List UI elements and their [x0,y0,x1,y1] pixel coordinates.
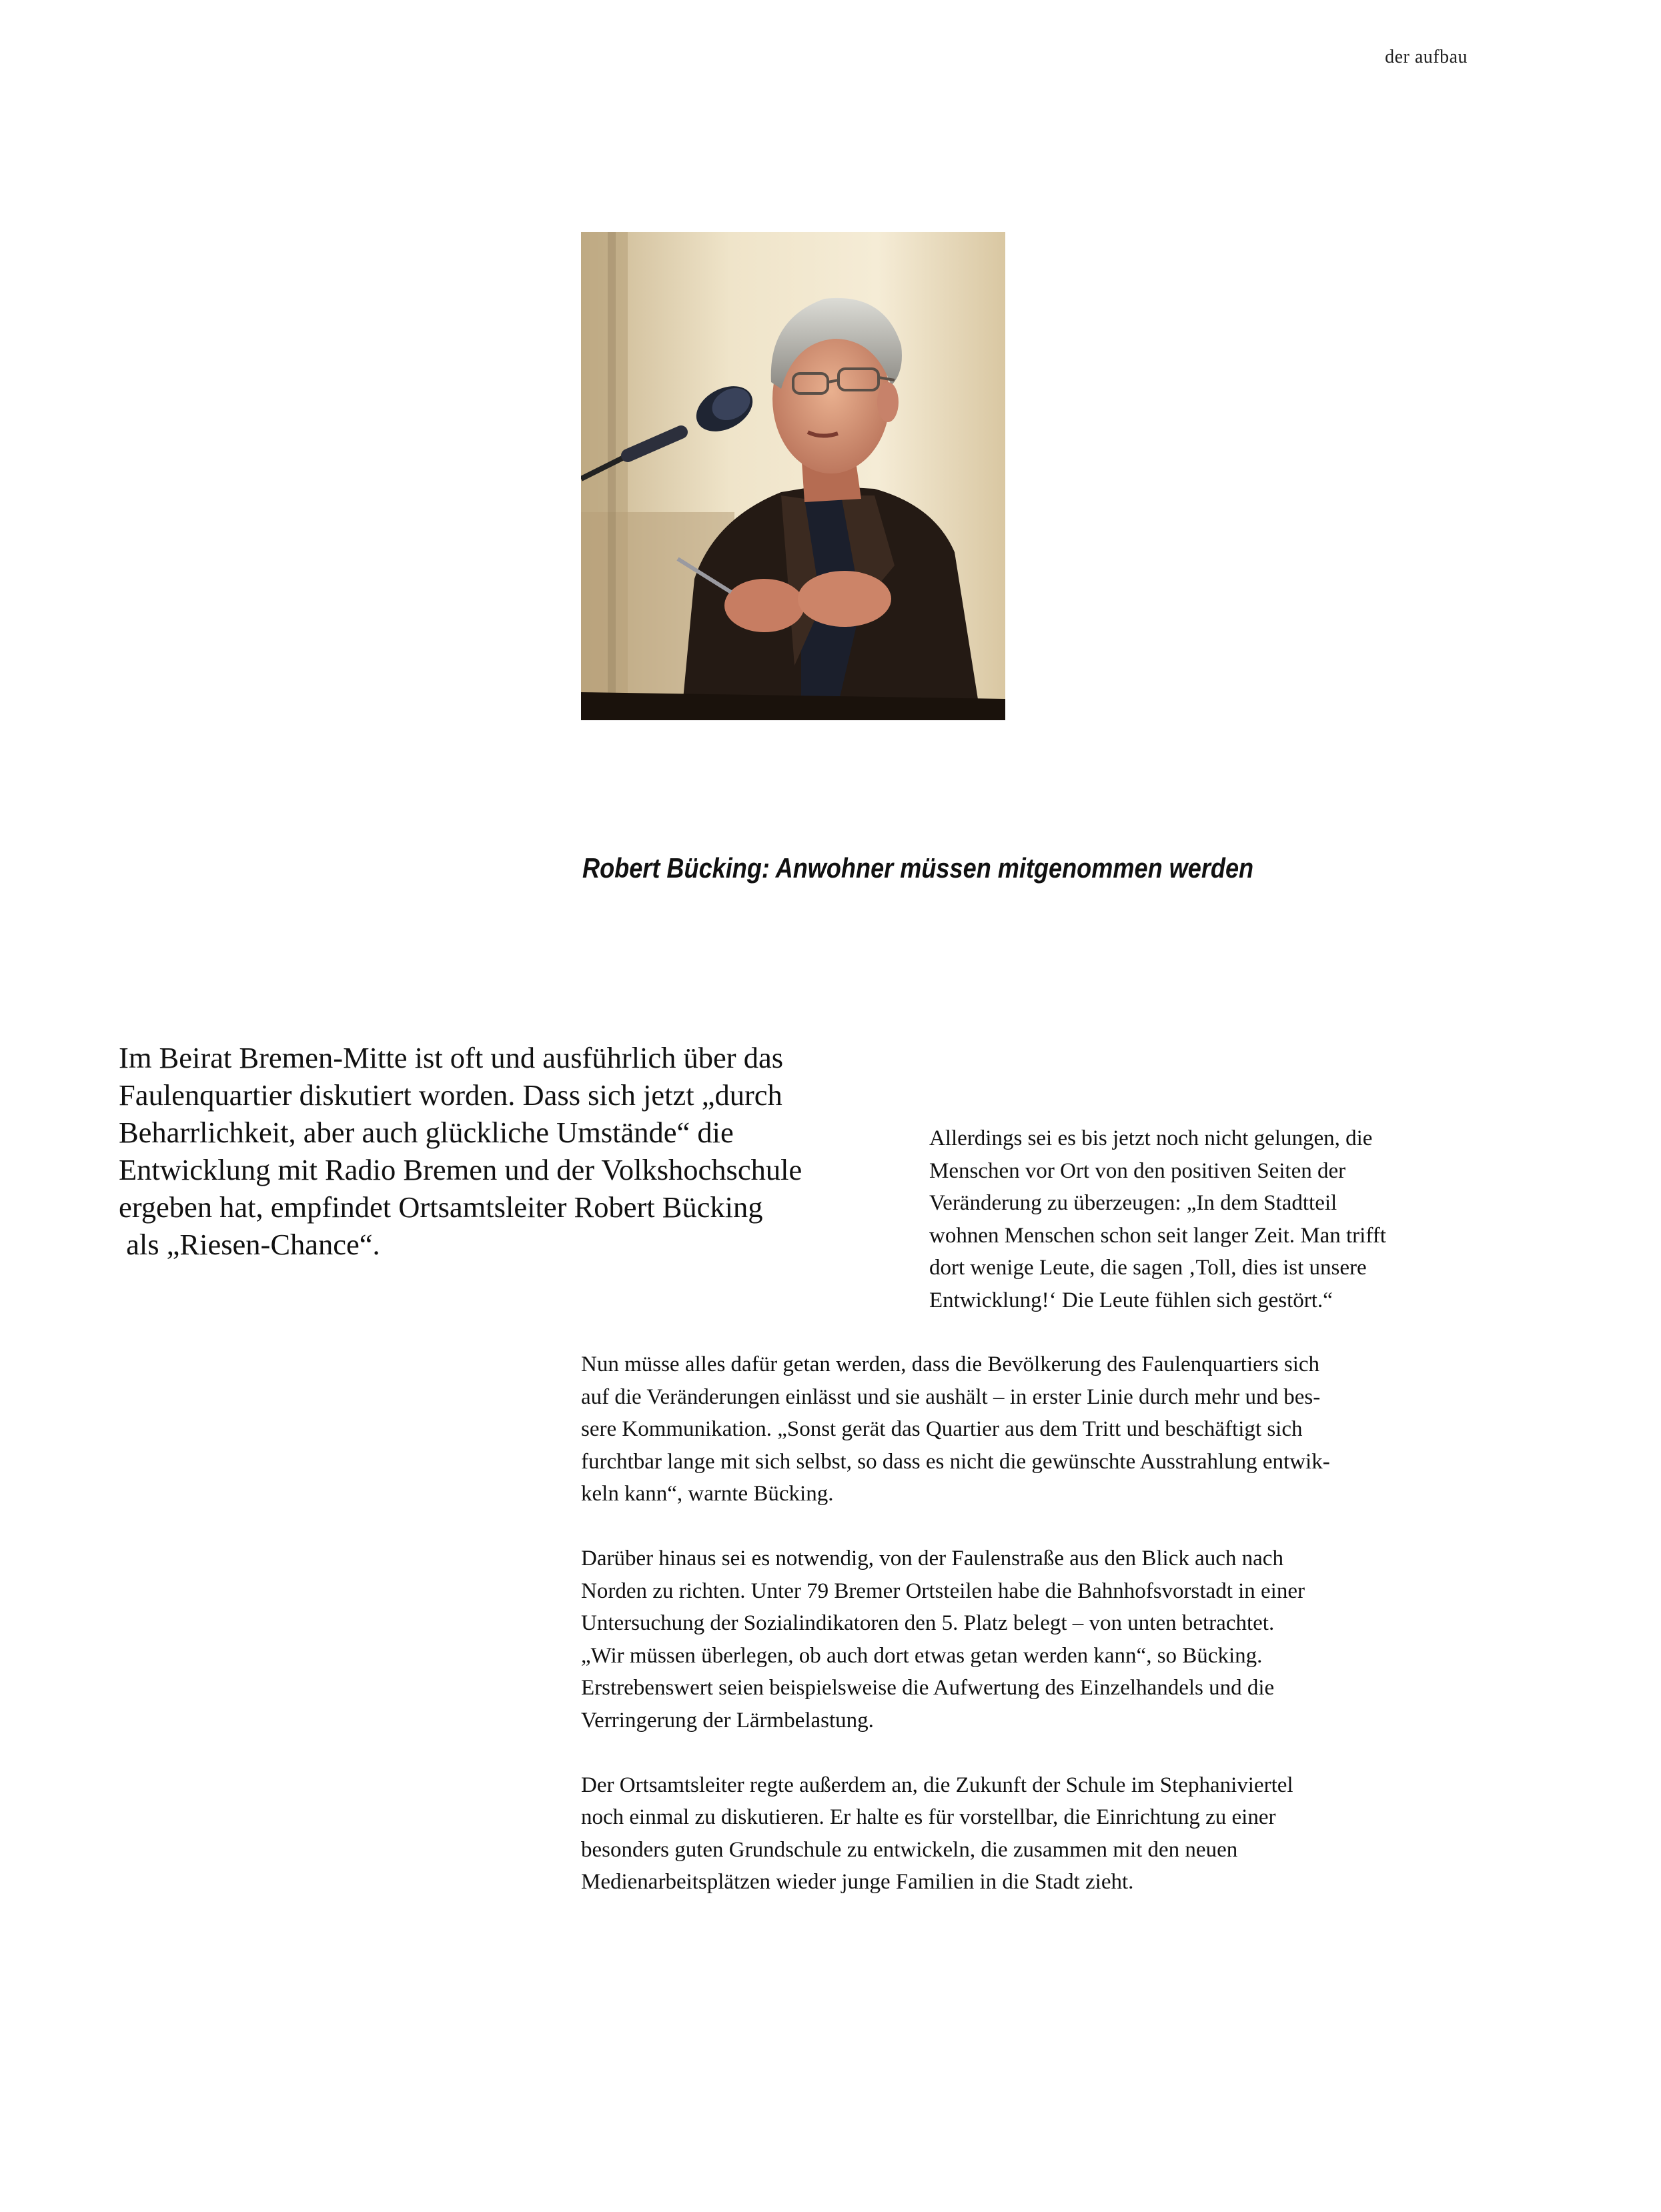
body-text [581,1348,1475,1931]
text-line: sere Kommunikation. „Sonst gerät das Quartier aus dem Tritt und beschäftigt sich [581,1417,1303,1441]
text-line: Menschen vor Ort von den positiven Seiten der [929,1158,1346,1183]
text-line: Der Ortsamtsleiter regte außerdem an, die Zukunft der Schule im Stephaniviertel [581,1773,1293,1797]
running-head: der aufbau [1385,47,1468,67]
text-line: auf die Veränderungen einlässt und sie aushält – in erster Linie durch mehr und bes- [581,1384,1321,1409]
lead-line: Im Beirat Bremen-Mitte ist oft und ausführlich über das [119,1041,784,1074]
body-paragraph-3 [581,1769,1475,1899]
text-line: Darüber hinaus sei es notwendig, von der Faulenstraße aus den Blick auch nach [581,1546,1283,1570]
lead-line: Entwicklung mit Radio Bremen und der Volkshochschule [119,1153,802,1186]
speaker-portrait-photo [581,232,1005,720]
portrait-photo-icon [581,232,1005,720]
text-line: keln kann“, warnte Bücking. [581,1482,834,1506]
lead-paragraph [119,1039,866,1263]
text-line: wohnen Menschen schon seit langer Zeit. Man trifft [929,1223,1386,1248]
lead-line: ergeben hat, empfindet Ortsamtsleiter Robert Bücking [119,1190,763,1224]
text-line: Entwicklung!‘ Die Leute fühlen sich gestört.“ [929,1288,1333,1312]
body-paragraph-1 [581,1348,1475,1510]
text-line: Erstrebenswert seien beispielsweise die Aufwertung des Einzelhandels und die [581,1676,1275,1700]
text-line: Verringerung der Lärmbelastung. [581,1708,874,1733]
lead-line: als „Riesen-Chance“. [119,1228,380,1261]
photo-caption: Robert Bücking: Anwohner müssen mitgenommen werden [582,852,1254,884]
text-line: Nun müsse alles dafür getan werden, dass die Bevölkerung des Faulenquartiers sich [581,1352,1320,1376]
text-line: Untersuchung der Sozialindikatoren den 5. Platz belegt – von unten betrachtet. [581,1611,1275,1635]
text-line: noch einmal zu diskutieren. Er halte es für vorstellbar, die Einrichtung zu einer [581,1805,1276,1829]
text-line: besonders guten Grundschule zu entwickeln, die zusammen mit den neuen [581,1837,1238,1862]
right-column-paragraph [929,1122,1476,1316]
text-line: „Wir müssen überlegen, ob auch dort etwas getan werden kann“, so Bücking. [581,1643,1263,1668]
text-line: furchtbar lange mit sich selbst, so dass es nicht die gewünschte Ausstrahlung entwik- [581,1449,1330,1474]
text-line: dort wenige Leute, die sagen ‚Toll, dies ist unsere [929,1256,1367,1280]
body-paragraph-2 [581,1542,1475,1737]
lead-line: Faulenquartier diskutiert worden. Dass sich jetzt „durch [119,1078,782,1112]
text-line: Norden zu richten. Unter 79 Bremer Ortsteilen habe die Bahnhofsvorstadt in einer [581,1578,1305,1603]
text-line: Allerdings sei es bis jetzt noch nicht gelungen, die [929,1126,1373,1150]
lead-line: Beharrlichkeit, aber auch glückliche Umstände“ die [119,1116,734,1149]
text-line: Veränderung zu überzeugen: „In dem Stadtteil [929,1191,1337,1215]
text-line: Medienarbeitsplätzen wieder junge Familien in die Stadt zieht. [581,1870,1134,1894]
